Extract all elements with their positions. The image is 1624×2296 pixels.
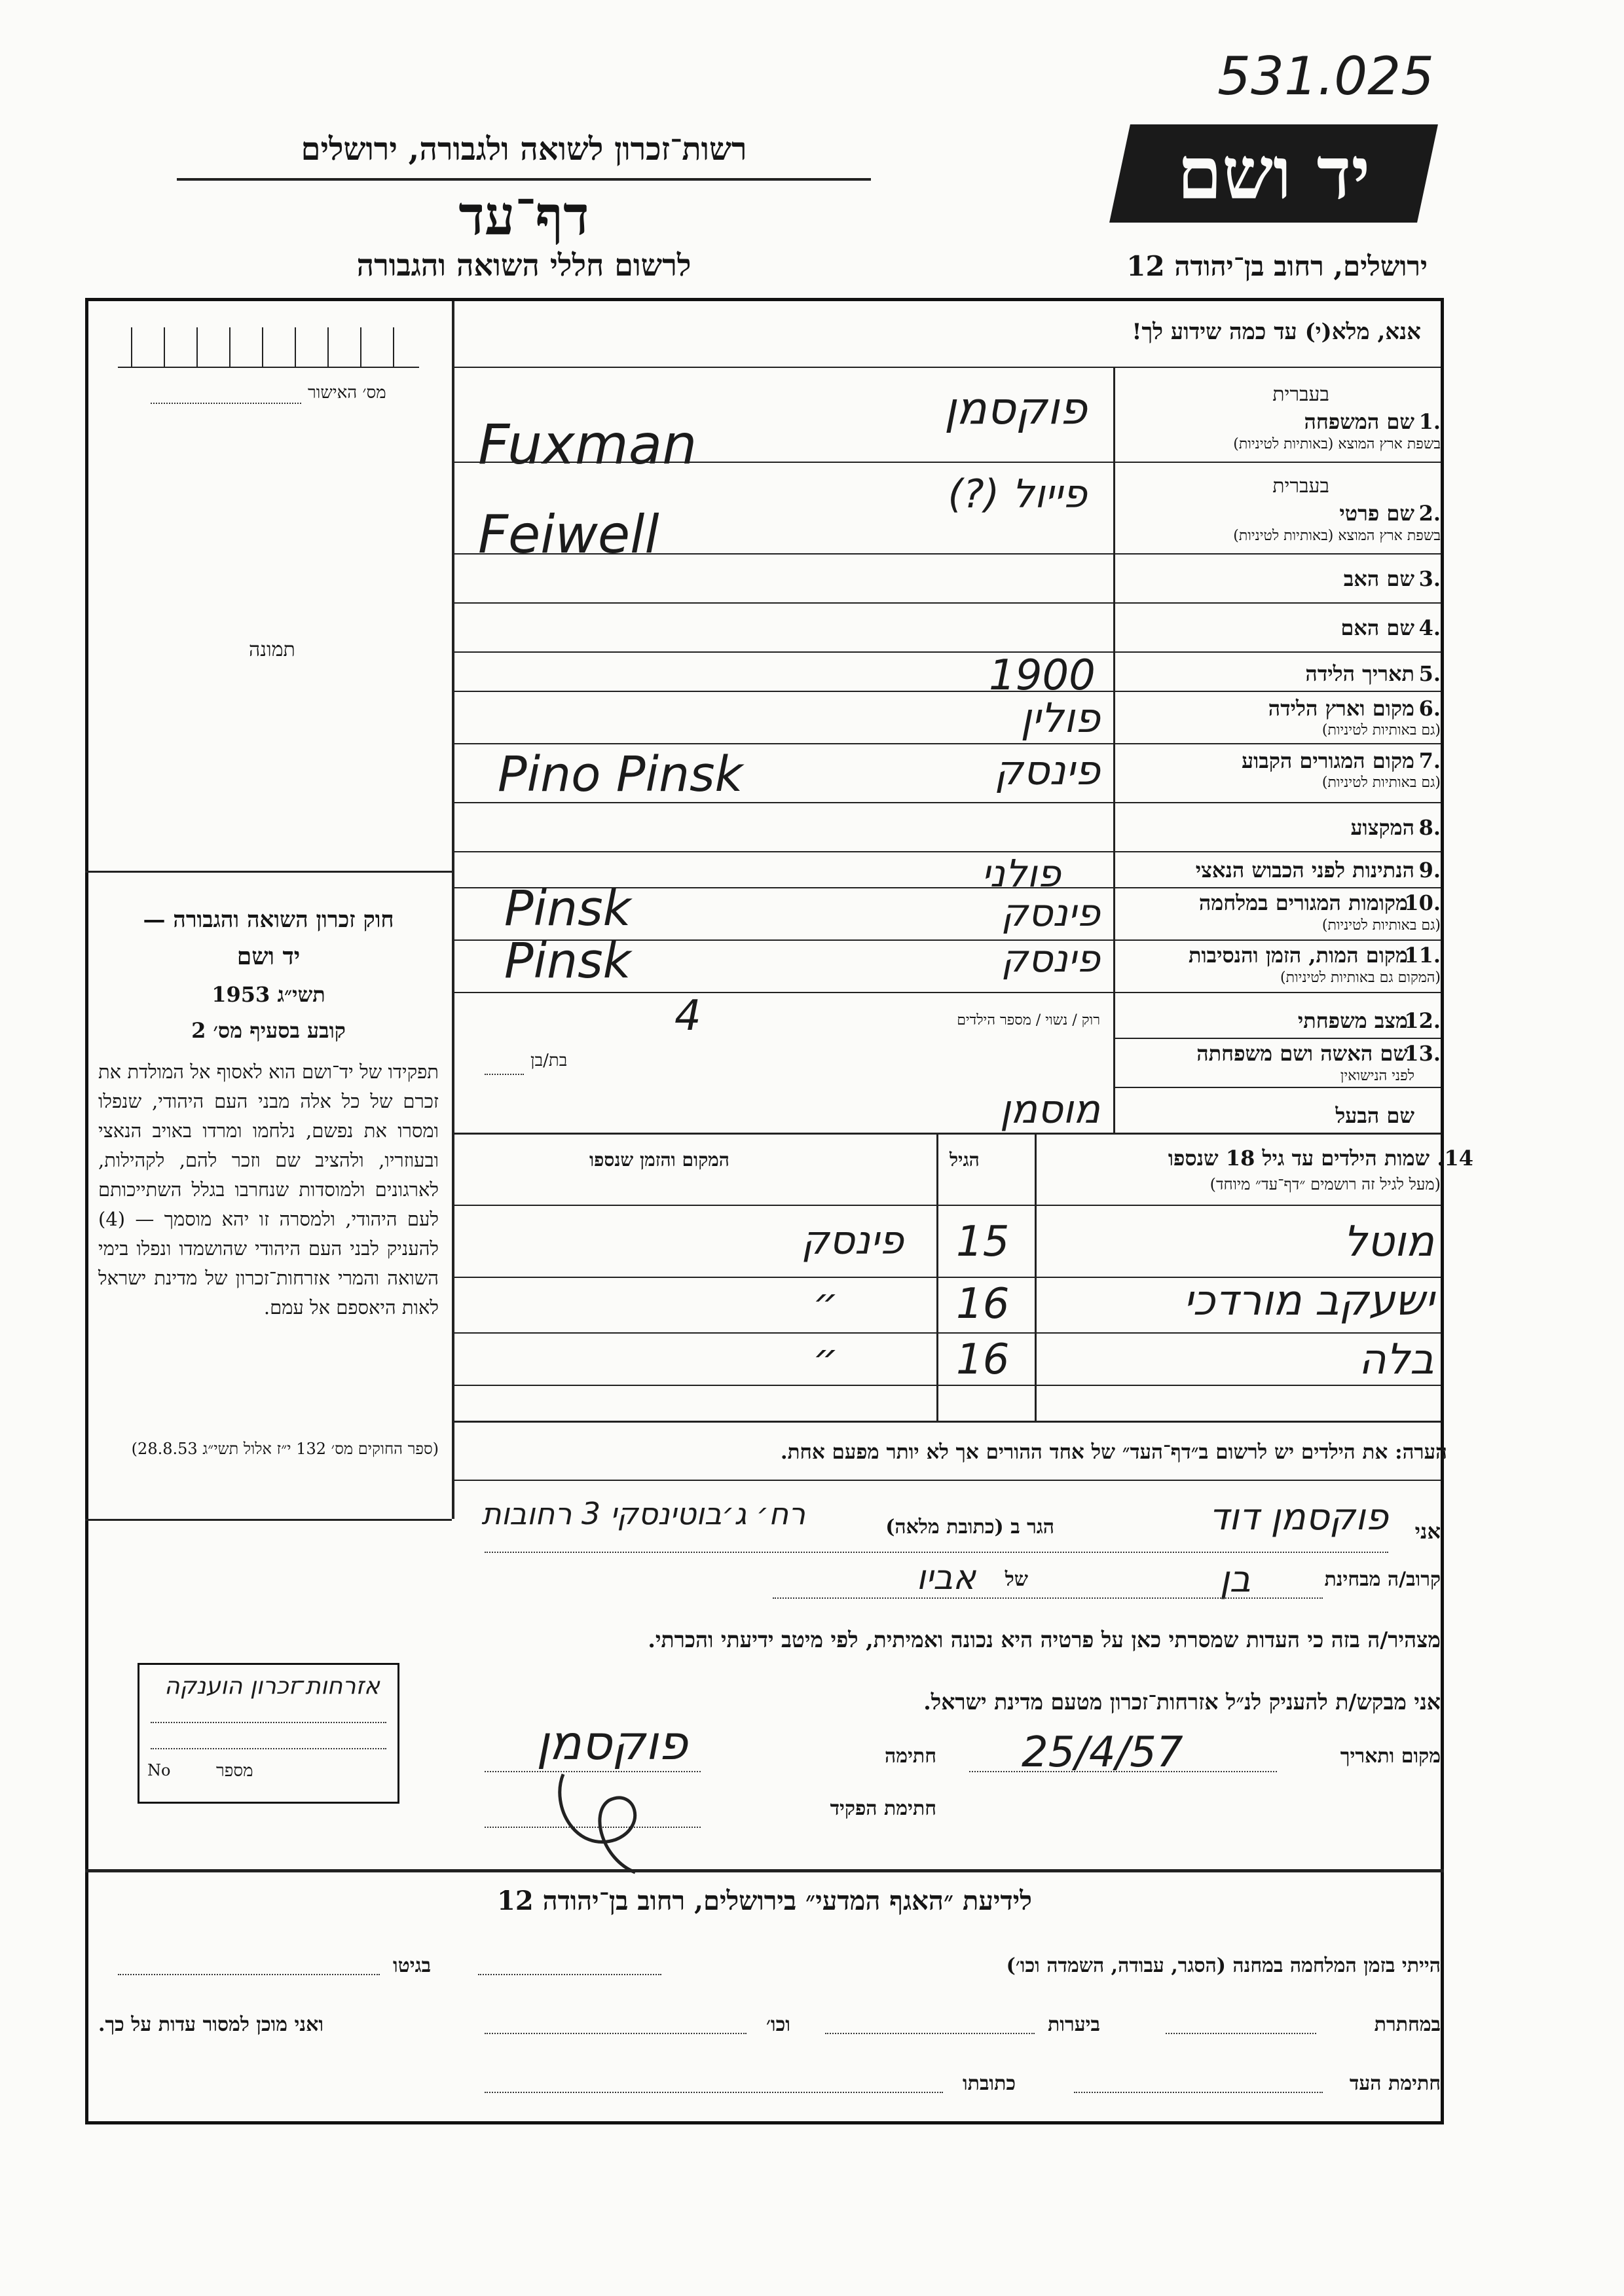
note-rule-bottom [452,1480,1441,1481]
footer-line-1-end: בגיטו [393,1954,432,1977]
logo-text: יד ושם [1177,131,1371,215]
law-title: חוק זכרון השואה והגבורה — [143,907,394,933]
certificate-number-line [151,403,301,404]
declarant-signature: פוקסמן [536,1715,688,1770]
field-11-latin-hint: (המקום גם באותיות לטיניות) [1280,970,1441,986]
field-1-latin-hint: בשפת ארץ המוצא (באותיות לטיניות) [1233,436,1441,452]
declaration-statement: מצהיר/ה בזה כי העדות שמסרתי כאן על פרטיה היא נכונה ואמיתית, לפי מיטב ידיעתי והכרתי. [648,1627,1441,1652]
field-7-label: מקום המגורים הקבוע [1242,748,1414,773]
field-3-rule [452,602,1441,604]
field-8-number: 8. [1418,815,1441,840]
law-year: תשי״ג 1953 [212,982,325,1007]
field-6-rule [452,743,1441,744]
field-12-rule [1113,1038,1441,1039]
field-2-rule [452,553,1441,555]
field-2-label: שם פרטי [1339,501,1414,526]
form-instruction: אנא, מלא(י) עד כמה שידוע לך! [1132,319,1421,345]
declaration-request: אני מבקש/ת להעניק לנ״ל אזרחות־זכרון מטעם מדינת ישראל. [923,1689,1441,1715]
field-2-latin-hint: בשפת ארץ המוצא (באותיות לטיניות) [1233,528,1441,544]
field-10-label: מקומות המגורים במלחמה [1198,890,1408,915]
left-column-divider [452,301,454,1519]
certificate-ticks [118,327,419,368]
field-13-before-marriage: לפני הנישואין [1340,1068,1414,1084]
relation-label: קרוב/ה מבחינת [1324,1568,1441,1591]
child-1-place: פינסק [801,1218,904,1264]
citizenship-box-title: אזרחות־זכרון הוענקה [164,1673,380,1700]
children-count-value: 4 [674,992,701,1040]
field-2-number: 2. [1418,501,1441,526]
field-5-number: 5. [1418,661,1441,686]
form-title: דף־עד [458,185,589,247]
citizenship-line-1 [151,1722,386,1723]
field-7-latin-hint: (גם באותיות לטיניות) [1321,774,1441,791]
child-2-place: ״ [813,1280,838,1326]
footer-line-3-blank-a [1074,2092,1323,2093]
children-header-rule [452,1205,1441,1206]
child-row-2-rule [452,1332,1441,1334]
official-signature-scribble [537,1761,668,1879]
footer-line-2-blank-b [825,2033,1035,2034]
birth-label: בת/בן [530,1051,568,1070]
footer-line-3-a: חתימת העד [1349,2072,1441,2095]
first-name-latin: Feiwell [478,504,659,565]
field-5-label: תאריך הלידה [1305,661,1414,686]
wartime-residence-latin: Pinsk [504,881,631,937]
footer-line-2-b: ביערות [1048,2013,1101,2036]
child-2-name: ישעקב מורדכי [1183,1277,1434,1325]
death-place-latin: Pinsk [504,933,631,989]
declarant-address: רח׳ ג׳בוטינסקי 3 רחובות [481,1496,805,1531]
field-9-number: 9. [1418,858,1441,883]
birth-place-value: פולין [1020,694,1100,742]
footer-line-2-c: וכו׳ [766,2013,790,2036]
marital-options: רוק / נשוי / מספר הילדים [957,1012,1100,1029]
footer-line-1-blank-2 [118,1974,380,1975]
field-2-hebrew-label: בעברית [1272,475,1329,498]
field-13-label: שם האשה ושם משפחתה [1196,1041,1408,1066]
field-13-number: 13. [1404,1041,1441,1066]
photo-label: תמונה [249,638,295,661]
field-6-number: 6. [1418,696,1441,721]
certificate-number-label: מס׳ האישור [308,383,386,403]
child-1-name: מוטל [1343,1218,1434,1266]
field-8-label: המקצוע [1350,815,1414,840]
children-sublabel: (מעל לגיל זה רושמים ״דף־עד״ מיוחד) [1209,1175,1441,1194]
field-6-latin-hint: (גם באותיות לטיניות) [1321,722,1441,738]
citizenship-number-label: מספר [216,1761,253,1781]
photo-box-bottom [85,871,452,873]
of-value: אביו [916,1558,976,1597]
date-line [969,1771,1277,1772]
footer-line-3-b: כתובתו [963,2072,1016,2095]
header-rule [177,178,871,181]
wartime-residence-hebrew: פינסק [1001,890,1100,935]
child-1-age: 15 [956,1218,1010,1266]
husband-name-label: שם הבעל [1335,1103,1414,1128]
declarant-name: פוקסמן דוד [1209,1496,1388,1539]
note-rule-top [452,1421,1441,1423]
citizenship-no-label: No [147,1761,171,1779]
field-1-hebrew-label: בעברית [1272,383,1329,406]
family-name-latin: Fuxman [478,412,697,477]
field-7-number: 7. [1418,748,1441,773]
footer-line-2-a: במחתרת [1374,2013,1441,2036]
family-name-hebrew: פוקסמן [944,383,1087,435]
nationality-value: פולני [981,851,1061,896]
field-7-rule [452,802,1441,803]
child-3-age: 16 [956,1336,1010,1384]
official-signature-label: חתימת הפקיד [830,1797,936,1820]
law-body: תפקידו של יד־ושם הוא לאסוף אל המולדת את זכרם של כל אלה מבני העם היהודי, שנפלו ומסרו את נפשם, נלחמו ומרדו באויב הנאצי ובעוזריו, ולהציב שם וזכר להם, לקהילות, לארגונים ולמוסדות שנחרבו בגלל השתייכותם לעם היהודי, ולמסרה זו יהא מוסמך — (4) להעניק לבני העם היהודי שהושמדו ונפלו בימי השואה והמרי אזרחות־זכרון של מדינת ישראל לאות היאספם אל עמם. [98,1061,439,1319]
field-8-rule [452,851,1441,852]
field-12-label: מצב משפחתי [1297,1008,1408,1033]
law-clause: קובע בסעיף מס׳ 2 [191,1018,346,1043]
institution-address: ירושלים, רחוב בן־יהודה 12 [1126,250,1428,282]
field-10-latin-hint: (גם באותיות לטיניות) [1321,917,1441,934]
archive-number: 531.025 [1217,46,1434,107]
children-label: 14. שמות הילדים עד גיל 18 שנספו [1168,1146,1473,1171]
footer-line-2-blank-a [1166,2033,1316,2034]
residence-hebrew: פינסק [994,746,1100,794]
form-subtitle: לרשום חללי השואה והגבורה [356,247,692,283]
residence-latin: Pino Pinsk [498,746,743,803]
signature-label: חתימה [885,1745,936,1768]
child-row-3-rule [452,1385,1441,1386]
child-3-place: ״ [813,1336,838,1381]
of-label: של [1005,1568,1028,1591]
declaration-i-label: אני [1414,1519,1441,1544]
field-10-number: 10. [1404,890,1441,915]
footer-line-2-blank-c [485,2033,747,2034]
field-4-label: שם האם [1340,615,1414,640]
address-label: הגר ב (כתובת מלאה) [885,1516,1054,1539]
footer-line-1-blank [478,1974,661,1975]
first-name-hebrew: פייול (?) [948,471,1087,517]
law-box-bottom [85,1519,452,1521]
footer-heading: לידיעת ״האגף המדעי״ בירושלים, רחוב בן־יהודה 12 [497,1886,1032,1916]
field-9-label: הנתינות לפני הכבוש הנאצי [1195,858,1414,883]
birth-date-value: 1900 [989,651,1096,700]
place-date-label: מקום ותאריך [1340,1745,1441,1768]
age-header: הגיל [950,1149,980,1171]
footer-line-3-blank-b [485,2092,943,2093]
label-column-divider [1113,367,1115,1133]
child-2-age: 16 [956,1280,1010,1328]
field-12-number: 12. [1404,1008,1441,1033]
field-1-label: שם המשפחה [1304,409,1414,434]
spouse-birth-line [485,1074,524,1075]
law-citation: (ספר החוקים מס׳ 132 י״ז אלול תשי״ג 28.8.53) [131,1440,439,1458]
field-13-rule [1113,1087,1441,1088]
law-subtitle: יד ושם [236,943,301,970]
field-6-label: מקום וארץ הלידה [1268,696,1414,721]
field-1-number: 1. [1418,409,1441,434]
death-place-hebrew: פינסק [1001,936,1100,981]
relation-value: בן [1219,1558,1251,1601]
institution-name: רשות־זכרון לשואה ולגבורה, ירושלים [301,131,747,168]
children-table-top [452,1133,1441,1135]
field-3-number: 3. [1418,566,1441,591]
citizenship-line-2 [151,1748,386,1749]
footer-line-1-text: הייתי בזמן המלחמה במחנה (הסגר, עבודה, השמדה וכו׳) [1006,1954,1441,1977]
instruction-rule [452,367,1441,368]
footer-line-2-end: ואני מוכן למסור עדות על כך. [98,2013,324,2036]
field-3-label: שם האב [1343,566,1414,591]
field-4-number: 4. [1418,615,1441,640]
place-header: המקום והזמן שנספו [589,1149,729,1171]
declaration-line-1 [485,1552,1388,1553]
field-1-rule [452,462,1441,463]
yad-vashem-logo [1109,124,1438,223]
spouse-name-value: מוסמן [999,1087,1100,1133]
declaration-date: 25/4/57 [1022,1728,1183,1777]
children-note: הערה: את הילדים יש לרשום ב״דף־העד״ של אחד ההורים אך לא יותר מפעם אחת. [780,1440,1447,1464]
footer-separator [85,1869,1444,1872]
field-5-rule [452,691,1441,692]
declaration-line-2 [773,1597,1323,1599]
field-11-label: מקום המות, הזמן והנסיבות [1188,943,1408,968]
child-3-name: בלה [1358,1336,1434,1384]
field-4-rule [452,651,1441,653]
field-11-number: 11. [1404,943,1441,968]
field-11-rule [452,992,1441,993]
